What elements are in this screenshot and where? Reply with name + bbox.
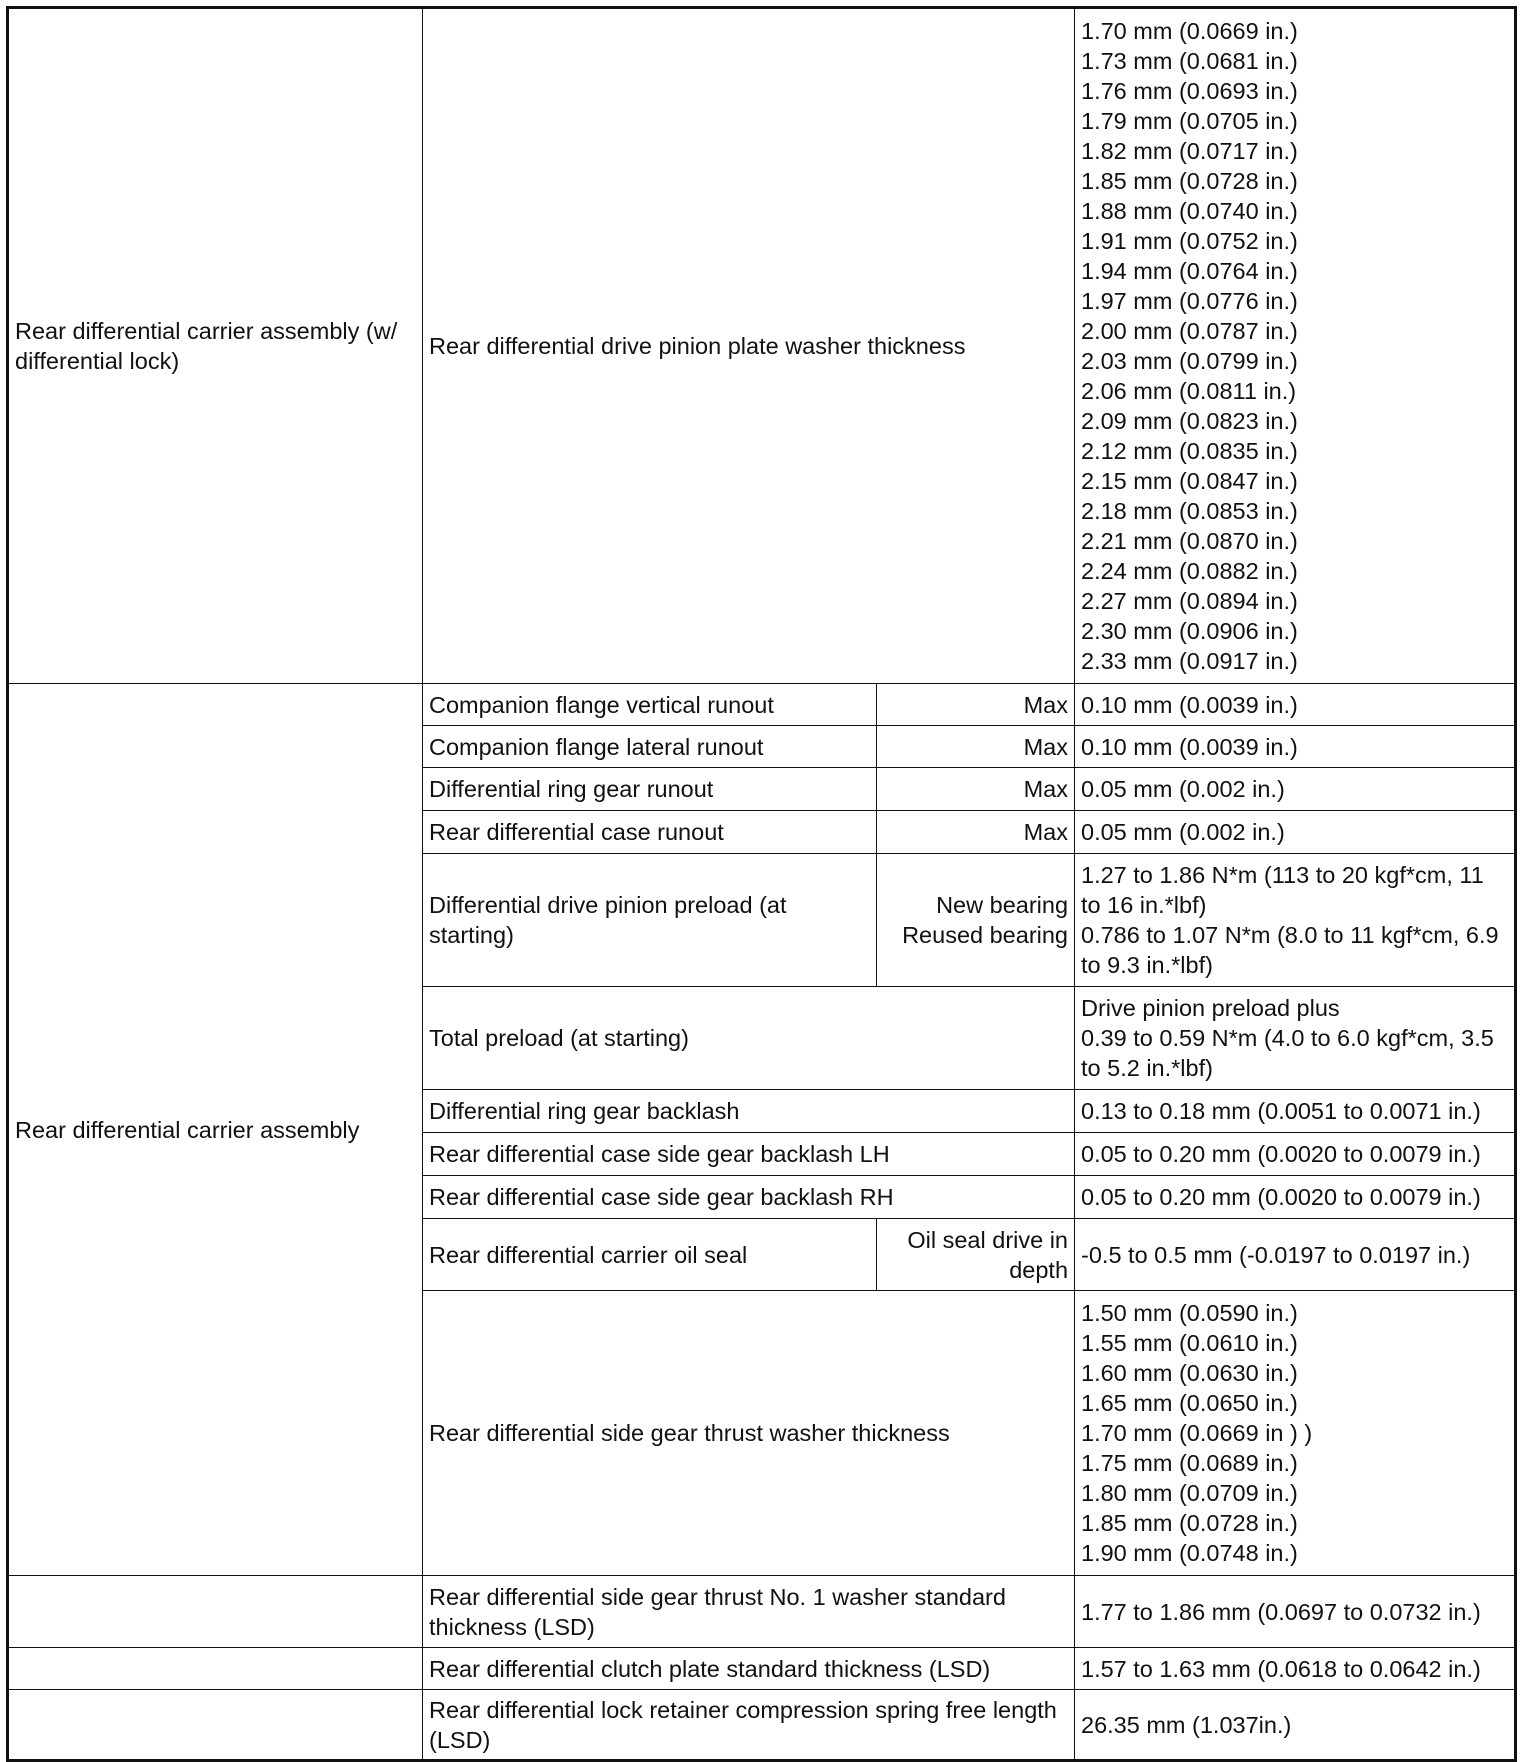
value-line: 1.76 mm (0.0693 in.): [1081, 78, 1298, 104]
value-line: 1.75 mm (0.0689 in.): [1081, 1450, 1298, 1476]
spec-name: Differential ring gear runout: [429, 776, 714, 802]
value-line: 2.30 mm (0.0906 in.): [1081, 618, 1298, 644]
spec-name: Rear differential case runout: [429, 819, 724, 845]
value-line: 0.39 to 0.59 N*m (4.0 to 6.0 kgf*cm, 3.5 to 5.2 in.*lbf): [1081, 1025, 1494, 1081]
value-line: -0.5 to 0.5 mm (-0.0197 to 0.0197 in.): [1081, 1241, 1471, 1268]
value-cell: [1075, 1176, 1516, 1219]
value-line: 1.77 to 1.86 mm (0.0697 to 0.0732 in.): [1081, 1598, 1481, 1625]
condition-label: Max: [1023, 691, 1069, 718]
item-cell: [8, 1576, 423, 1648]
value-cell: [1075, 768, 1516, 811]
spec-cell: [423, 1090, 1075, 1133]
condition-new-bearing: New bearing: [936, 892, 1069, 918]
value-line: 0.05 mm (0.002 in.): [1081, 819, 1285, 845]
value-line: 1.70 mm (0.0669 in.): [1081, 18, 1298, 44]
item-name: Rear differential carrier assembly: [15, 1116, 360, 1143]
spec-cell: [423, 811, 877, 854]
spec-name: Differential drive pinion preload (at starting): [429, 892, 787, 948]
spec-name: Rear differential clutch plate standard thickness (LSD): [429, 1655, 991, 1682]
spec-cell: [423, 768, 877, 811]
value-cell: [1075, 811, 1516, 854]
value-line: 2.09 mm (0.0823 in.): [1081, 408, 1298, 434]
condition-label: Max: [1023, 733, 1069, 760]
value-cell: [1075, 1690, 1516, 1761]
spec-cell: [423, 854, 877, 987]
value-line: 1.85 mm (0.0728 in.): [1081, 1510, 1298, 1536]
table-row: [8, 1576, 1516, 1648]
value-line: 2.18 mm (0.0853 in.): [1081, 498, 1298, 524]
value-line: 0.05 to 0.20 mm (0.0020 to 0.0079 in.): [1081, 1184, 1481, 1210]
value-cell: [1075, 1090, 1516, 1133]
value-cell: [1075, 1648, 1516, 1690]
value-cell: [1075, 726, 1516, 768]
item-cell: [8, 1690, 423, 1761]
condition-label: Max: [1023, 776, 1069, 802]
value-reused-bearing: 0.786 to 1.07 N*m (8.0 to 11 kgf*cm, 6.9 to 9.3 in.*lbf): [1081, 922, 1499, 978]
value-line: 2.12 mm (0.0835 in.): [1081, 438, 1298, 464]
specification-table: [6, 6, 1517, 1762]
spec-cell: [423, 1133, 1075, 1176]
value-line: 0.10 mm (0.0039 in.): [1081, 733, 1298, 760]
value-line: 1.79 mm (0.0705 in.): [1081, 108, 1298, 134]
value-line: 26.35 mm (1.037in.): [1081, 1711, 1292, 1738]
value-line: 2.00 mm (0.0787 in.): [1081, 318, 1298, 344]
condition-reused-bearing: Reused bearing: [902, 922, 1069, 948]
value-line: 1.70 mm (0.0669 in ) ): [1081, 1420, 1313, 1446]
condition-cell: [877, 726, 1075, 768]
condition-label: Max: [1023, 819, 1069, 845]
spec-name: Companion flange lateral runout: [429, 733, 764, 760]
spec-cell: [423, 1576, 1075, 1648]
spec-name: Rear differential case side gear backlash LH: [429, 1141, 890, 1167]
spec-name: Rear differential carrier oil seal: [429, 1241, 748, 1268]
spec-cell: [423, 1648, 1075, 1690]
value-line: 2.24 mm (0.0882 in.): [1081, 558, 1298, 584]
value-line: 2.21 mm (0.0870 in.): [1081, 528, 1298, 554]
spec-name: Rear differential case side gear backlash RH: [429, 1184, 894, 1210]
spec-name: Rear differential side gear thrust washer thickness: [429, 1420, 950, 1446]
value-line: 1.82 mm (0.0717 in.): [1081, 138, 1298, 164]
spec-cell: [423, 726, 877, 768]
condition-cell: [877, 854, 1075, 987]
value-line: 1.85 mm (0.0728 in.): [1081, 168, 1298, 194]
condition-label: Oil seal drive in depth: [907, 1226, 1069, 1283]
value-cell: [1075, 8, 1516, 684]
value-line: 1.80 mm (0.0709 in.): [1081, 1480, 1298, 1506]
value-cell: [1075, 1291, 1516, 1576]
spec-cell: [423, 1690, 1075, 1761]
value-line: 1.97 mm (0.0776 in.): [1081, 288, 1298, 314]
spec-cell: [423, 8, 1075, 684]
value-line: 0.05 mm (0.002 in.): [1081, 776, 1285, 802]
value-cell: [1075, 1133, 1516, 1176]
value-line: 1.91 mm (0.0752 in.): [1081, 228, 1298, 254]
value-cell: [1075, 1219, 1516, 1291]
spec-cell: [423, 1291, 1075, 1576]
condition-cell: [877, 811, 1075, 854]
value-cell: [1075, 1576, 1516, 1648]
spec-cell: [423, 1176, 1075, 1219]
spec-name: Differential ring gear backlash: [429, 1098, 740, 1124]
value-new-bearing: 1.27 to 1.86 N*m (113 to 20 kgf*cm, 11 to 16 in.*lbf): [1081, 862, 1484, 918]
value-line: 1.90 mm (0.0748 in.): [1081, 1540, 1298, 1566]
spec-name: Companion flange vertical runout: [429, 691, 774, 718]
value-line: 1.57 to 1.63 mm (0.0618 to 0.0642 in.): [1081, 1655, 1481, 1682]
item-cell: [8, 1648, 423, 1690]
spec-cell: [423, 987, 1075, 1090]
item-cell: [8, 684, 423, 1576]
table-row: [8, 1648, 1516, 1690]
table-row: [8, 8, 1516, 684]
spec-cell: [423, 1219, 877, 1291]
condition-cell: [877, 768, 1075, 811]
value-line: 2.03 mm (0.0799 in.): [1081, 348, 1298, 374]
table-row: [8, 1690, 1516, 1761]
value-cell: [1075, 987, 1516, 1090]
spec-name: Rear differential lock retainer compression spring free length (LSD): [429, 1696, 1057, 1753]
condition-cell: [877, 684, 1075, 726]
value-line: Drive pinion preload plus: [1081, 995, 1340, 1021]
value-cell: [1075, 854, 1516, 987]
table-row: [8, 684, 1516, 726]
condition-cell: [877, 1219, 1075, 1291]
spec-name: Rear differential side gear thrust No. 1 washer standard thickness (LSD): [429, 1583, 1006, 1640]
item-cell: [8, 8, 423, 684]
value-line: 2.33 mm (0.0917 in.): [1081, 648, 1298, 674]
value-line: 1.94 mm (0.0764 in.): [1081, 258, 1298, 284]
spec-cell: [423, 684, 877, 726]
spec-name: Rear differential drive pinion plate washer thickness: [429, 333, 966, 359]
value-line: 0.13 to 0.18 mm (0.0051 to 0.0071 in.): [1081, 1098, 1481, 1124]
value-line: 1.65 mm (0.0650 in.): [1081, 1390, 1298, 1416]
item-name: Rear differential carrier assembly (w/ differential lock): [15, 318, 398, 374]
value-line: 1.55 mm (0.0610 in.): [1081, 1330, 1298, 1356]
value-line: 1.60 mm (0.0630 in.): [1081, 1360, 1298, 1386]
value-cell: [1075, 684, 1516, 726]
value-line: 2.15 mm (0.0847 in.): [1081, 468, 1298, 494]
value-line: 1.88 mm (0.0740 in.): [1081, 198, 1298, 224]
value-line: 0.10 mm (0.0039 in.): [1081, 691, 1298, 718]
value-line: 1.50 mm (0.0590 in.): [1081, 1300, 1298, 1326]
value-line: 0.05 to 0.20 mm (0.0020 to 0.0079 in.): [1081, 1141, 1481, 1167]
spec-name: Total preload (at starting): [429, 1025, 689, 1051]
value-line: 2.06 mm (0.0811 in.): [1081, 378, 1297, 404]
value-line: 2.27 mm (0.0894 in.): [1081, 588, 1298, 614]
value-line: 1.73 mm (0.0681 in.): [1081, 48, 1298, 74]
